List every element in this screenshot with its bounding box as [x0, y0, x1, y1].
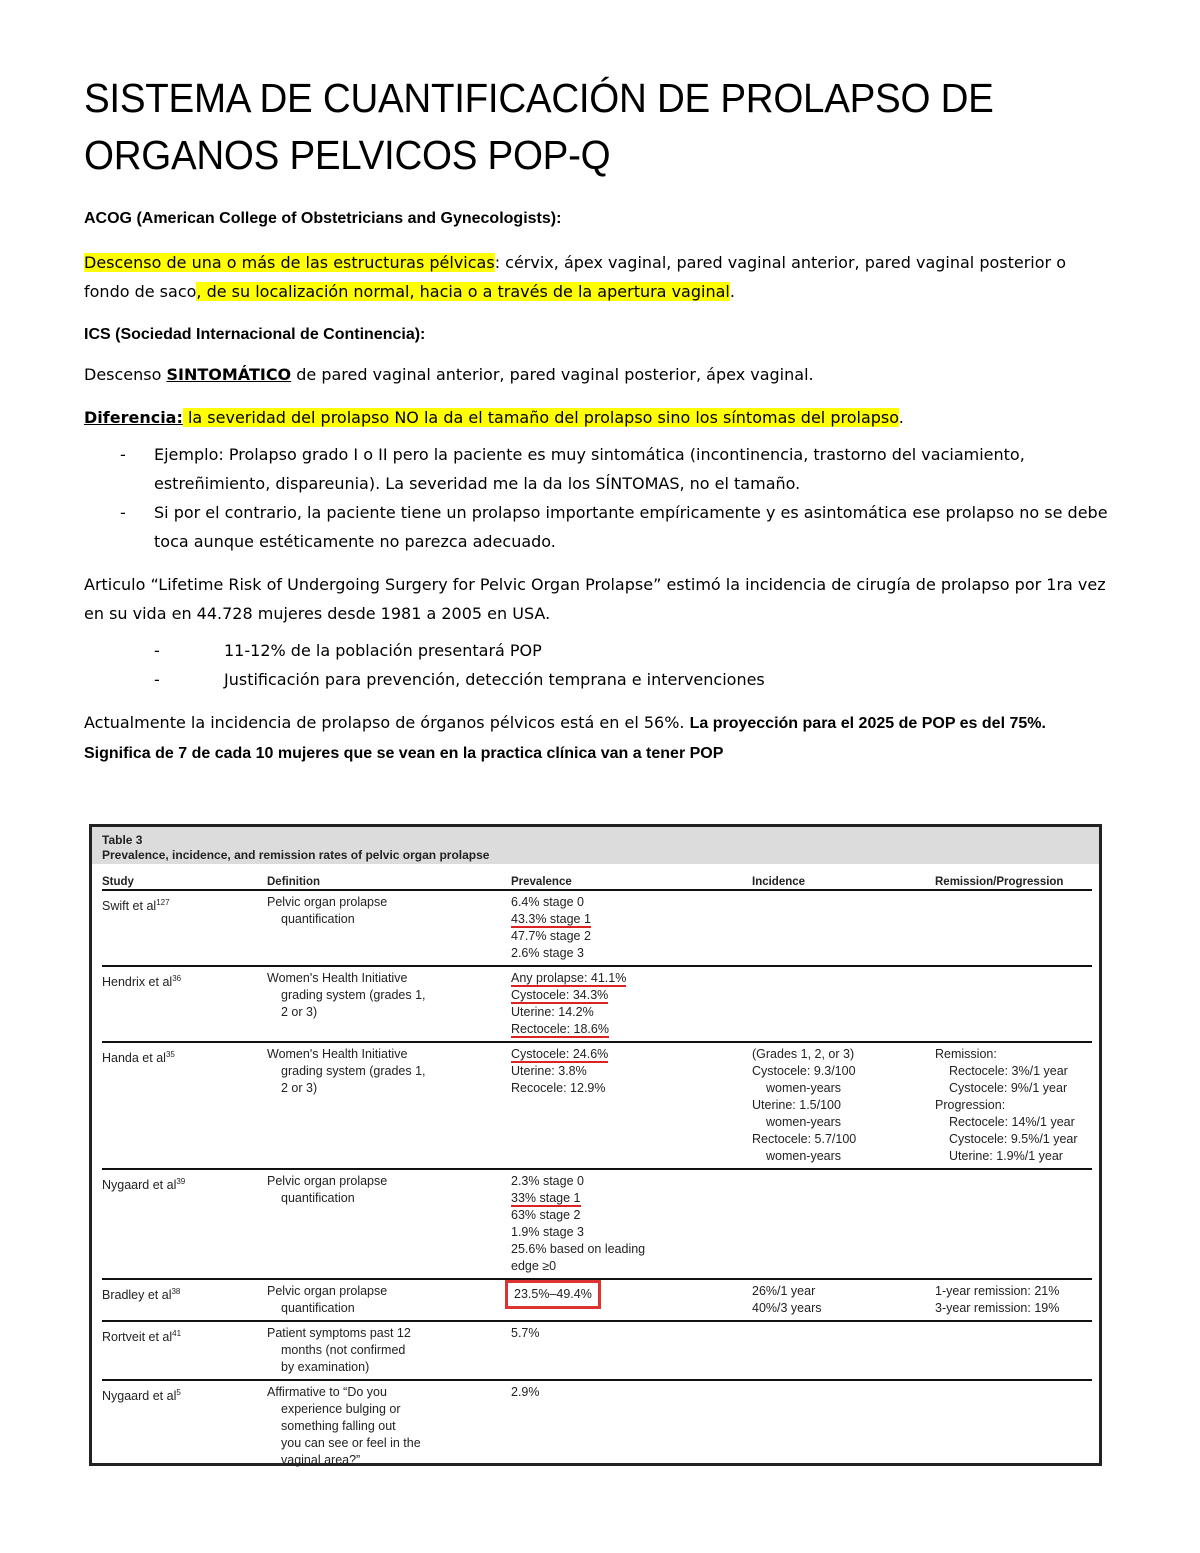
cell-line: you can see or feel in the [281, 1436, 421, 1450]
cell-line: 2 or 3) [281, 1005, 318, 1019]
cell-line: Women's Health Initiative [267, 1047, 408, 1061]
ics-definition [84, 360, 1114, 389]
cell-line: Rectocele: 3%/1 year [949, 1064, 1068, 1078]
study-name: Rortveit et al [102, 1330, 173, 1345]
study-name: Handa et al [102, 1051, 166, 1066]
cell-line: Uterine: 1.9%/1 year [949, 1149, 1063, 1163]
study-name: Nygaard et al [102, 1389, 177, 1404]
definition-cell [267, 1380, 511, 1472]
prevalence-cell [511, 1169, 752, 1279]
cell-line [511, 911, 752, 928]
table-caption [92, 827, 1099, 864]
cell-line: vaginal area?” [281, 1453, 361, 1467]
cell-line: 2.3% stage 0 [511, 1174, 584, 1188]
diferencia-label: Diferencia: [84, 408, 183, 427]
cell-line: Cystocele: 9%/1 year [949, 1081, 1068, 1095]
table-row [102, 890, 1092, 966]
cell-line [511, 987, 752, 1004]
cell-line: Uterine: 3.8% [511, 1064, 587, 1078]
table-row [102, 1380, 1092, 1472]
cell-line: 2.9% [511, 1385, 540, 1399]
table-header-row [102, 864, 1092, 890]
red-underline: Any prolapse: 41.1% [511, 971, 627, 985]
cell-line: grading system (grades 1, [281, 988, 426, 1002]
cell-line: Uterine: 1.5/100 [752, 1098, 841, 1112]
document-page [84, 70, 1114, 768]
study-name: Swift et al [102, 899, 157, 914]
prevalence-cell [511, 1380, 752, 1472]
bullet-list-1 [84, 440, 1114, 556]
remission-cell [935, 1042, 1092, 1169]
red-underline: Cystocele: 34.3% [511, 988, 609, 1002]
cell-line: Progression: [935, 1098, 1006, 1112]
articulo-paragraph: Articulo “Lifetime Risk of Undergoing Surgery for Pelvic Organ Prolapse” estimó la incidencia de cirugía de prolapso por 1ra vez en su vida en 44.728 mujeres desde 1981 a 2005 en USA. [84, 575, 1106, 623]
bullet-list-2 [84, 636, 1114, 694]
list-item: - Si por el contrario, la paciente tiene un prolapso importante empíricamente y es asintomática ese prolapso no se debe toca aunque estéticamente no parezca adecuado. [120, 503, 1108, 551]
prevalence-cell [511, 966, 752, 1042]
table-caption-number: Table 3 [102, 833, 143, 847]
cell-line: Affirmative to “Do you [267, 1385, 387, 1399]
cell-line: (Grades 1, 2, or 3) [752, 1047, 855, 1061]
cell-line: Rectocele: 14%/1 year [949, 1115, 1075, 1129]
acog-definition [84, 248, 1114, 306]
study-reference: 41 [172, 1329, 182, 1338]
cell-line: experience bulging or [281, 1402, 401, 1416]
table-caption-title: Prevalence, incidence, and remission rates of pelvic organ prolapse [102, 848, 490, 862]
definition-cell [267, 1279, 511, 1321]
prevalence-cell [511, 1042, 752, 1169]
cell-line: by examination) [281, 1360, 370, 1374]
cell-line: 5.7% [511, 1326, 540, 1340]
acog-end: . [729, 282, 735, 301]
cell-line: quantification [281, 1301, 355, 1315]
title-line-2: ORGANOS PELVICOS POP-Q [84, 132, 611, 178]
study-reference: 39 [176, 1177, 186, 1186]
cell-line: 1.9% stage 3 [511, 1225, 584, 1239]
acog-highlight-2: , de su localización normal, hacia o a través de la apertura vaginal [196, 282, 730, 301]
column-header: Remission/Progression [935, 864, 1092, 890]
cell-line: grading system (grades 1, [281, 1064, 426, 1078]
list-item-text: Justificación para prevención, detección temprana e intervenciones [224, 670, 765, 689]
study-reference: 36 [172, 974, 182, 983]
cell-line: edge ≥0 [511, 1259, 557, 1273]
cell-line: 26%/1 year [752, 1284, 816, 1298]
cell-line: 25.6% based on leading [511, 1242, 646, 1256]
red-underline: 33% stage 1 [511, 1191, 581, 1205]
acog-highlight-1: Descenso de una o más de las estructuras pélvicas [84, 253, 495, 272]
actual-bold: La proyección para el 2025 de POP es del 75%. Significa de 7 de cada 10 mujeres que se vean en la practica clínica van a tener POP [84, 715, 1046, 762]
cell-line: 6.4% stage 0 [511, 895, 584, 909]
cell-line: 1-year remission: 21% [935, 1284, 1060, 1298]
study-name: Nygaard et al [102, 1178, 177, 1193]
cell-line: 3-year remission: 19% [935, 1301, 1060, 1315]
cell-line: Pelvic organ prolapse [267, 895, 388, 909]
cell-line: 63% stage 2 [511, 1208, 581, 1222]
cell-line [511, 1283, 752, 1309]
study-cell [102, 890, 267, 966]
cell-line [511, 970, 752, 987]
title-line-1: SISTEMA DE CUANTIFICACIÓN DE PROLAPSO DE [84, 75, 994, 121]
cell-line: Cystocele: 9.5%/1 year [949, 1132, 1078, 1146]
remission-cell [935, 966, 1092, 1042]
cell-line: 47.7% stage 2 [511, 929, 591, 943]
incidence-cell [752, 966, 935, 1042]
table-row [102, 1169, 1092, 1279]
study-cell [102, 1380, 267, 1472]
diferencia-highlight: la severidad del prolapso NO la da el tamaño del prolapso sino los síntomas del prolapso [182, 408, 899, 427]
red-underline: 43.3% stage 1 [511, 912, 591, 926]
red-underline: Rectocele: 18.6% [511, 1022, 609, 1036]
table-row [102, 1321, 1092, 1380]
cell-line [511, 1021, 752, 1038]
page-title [84, 70, 1052, 184]
actual-plain: Actualmente la incidencia de prolapso de órganos pélvicos está en el 56%. [84, 713, 690, 732]
study-cell [102, 1169, 267, 1279]
incidence-cell [752, 1380, 935, 1472]
column-header: Prevalence [511, 864, 752, 890]
definition-cell [267, 1321, 511, 1380]
study-reference: 35 [165, 1050, 175, 1059]
cell-line [511, 1046, 752, 1063]
incidence-cell [752, 1042, 935, 1169]
cell-line: quantification [281, 912, 355, 926]
table-row [102, 966, 1092, 1042]
prevalence-table [102, 864, 1092, 1472]
definition-cell [267, 1042, 511, 1169]
study-reference: 5 [176, 1388, 181, 1397]
study-cell [102, 1279, 267, 1321]
cell-line: Remission: [935, 1047, 997, 1061]
incidence-cell [752, 890, 935, 966]
cell-line: Recocele: 12.9% [511, 1081, 606, 1095]
highlight-box: 23.5%–49.4% [505, 1280, 601, 1309]
study-cell [102, 1042, 267, 1169]
list-item: - Justificación para prevención, detección temprana e intervenciones [154, 670, 765, 689]
incidence-cell [752, 1279, 935, 1321]
remission-cell [935, 1279, 1092, 1321]
study-reference: 127 [156, 898, 170, 907]
cell-line: women-years [766, 1081, 842, 1095]
column-header: Definition [267, 864, 511, 890]
acog-text: : cérvix, ápex vaginal, pared vaginal anterior, pared vaginal posterior o fondo de saco [84, 253, 1066, 301]
cell-line: women-years [766, 1115, 842, 1129]
prevalence-cell [511, 1321, 752, 1380]
cell-line: Pelvic organ prolapse [267, 1174, 388, 1188]
study-cell [102, 966, 267, 1042]
study-name: Hendrix et al [102, 975, 173, 990]
table-row [102, 1042, 1092, 1169]
remission-cell [935, 1380, 1092, 1472]
actual-paragraph [84, 708, 1114, 768]
ics-pre: Descenso [84, 365, 167, 384]
remission-cell [935, 1169, 1092, 1279]
cell-line: Pelvic organ prolapse [267, 1284, 388, 1298]
list-item-text: Ejemplo: Prolapso grado I o II pero la paciente es muy sintomática (incontinencia, trastorno del vaciamiento, estreñimiento, dispareunia). La severidad me la da los SÍNTOMAS, no el tamaño. [154, 445, 1025, 493]
prevalence-cell [511, 890, 752, 966]
cell-line: 40%/3 years [752, 1301, 822, 1315]
incidence-cell [752, 1169, 935, 1279]
remission-cell [935, 890, 1092, 966]
cell-line: Cystocele: 9.3/100 [752, 1064, 856, 1078]
cell-line: Patient symptoms past 12 [267, 1326, 411, 1340]
cell-line: months (not confirmed [281, 1343, 406, 1357]
list-item: - 11-12% de la población presentará POP [154, 641, 542, 660]
cell-line: Women's Health Initiative [267, 971, 408, 985]
diferencia-end: . [898, 408, 904, 427]
prevalence-cell [511, 1279, 752, 1321]
column-header: Study [102, 864, 267, 890]
ics-post: de pared vaginal anterior, pared vaginal posterior, ápex vaginal. [291, 365, 814, 384]
list-item: - Ejemplo: Prolapso grado I o II pero la paciente es muy sintomática (incontinencia, trastorno del vaciamiento, estreñimiento, dispareunia). La severidad me la da los SÍNTOMAS, no el tamaño. [120, 445, 1025, 493]
study-reference: 38 [171, 1287, 181, 1296]
cell-line [511, 1190, 752, 1207]
cell-line: something falling out [281, 1419, 396, 1433]
study-name: Bradley et al [102, 1288, 172, 1303]
study-cell [102, 1321, 267, 1380]
cell-line: quantification [281, 1191, 355, 1205]
list-item-text: 11-12% de la población presentará POP [224, 641, 542, 660]
column-header: Incidence [752, 864, 935, 890]
acog-heading: ACOG (American College of Obstetricians and Gynecologists): [84, 210, 562, 227]
definition-cell [267, 890, 511, 966]
ics-emphasis: SINTOMÁTICO [166, 365, 292, 384]
definition-cell [267, 1169, 511, 1279]
red-underline: Cystocele: 24.6% [511, 1047, 609, 1061]
cell-line: Rectocele: 5.7/100 [752, 1132, 857, 1146]
cell-line: 2.6% stage 3 [511, 946, 584, 960]
definition-cell [267, 966, 511, 1042]
remission-cell [935, 1321, 1092, 1380]
incidence-cell [752, 1321, 935, 1380]
prevalence-table-figure [89, 824, 1102, 1466]
ics-heading: ICS (Sociedad Internacional de Continencia): [84, 326, 426, 343]
diferencia-paragraph [84, 403, 1114, 432]
list-item-text: Si por el contrario, la paciente tiene un prolapso importante empíricamente y es asintomática ese prolapso no se debe toca aunque estéticamente no parezca adecuado. [154, 503, 1108, 551]
cell-line: women-years [766, 1149, 842, 1163]
cell-line: Uterine: 14.2% [511, 1005, 594, 1019]
cell-line: 2 or 3) [281, 1081, 318, 1095]
table-row [102, 1279, 1092, 1321]
